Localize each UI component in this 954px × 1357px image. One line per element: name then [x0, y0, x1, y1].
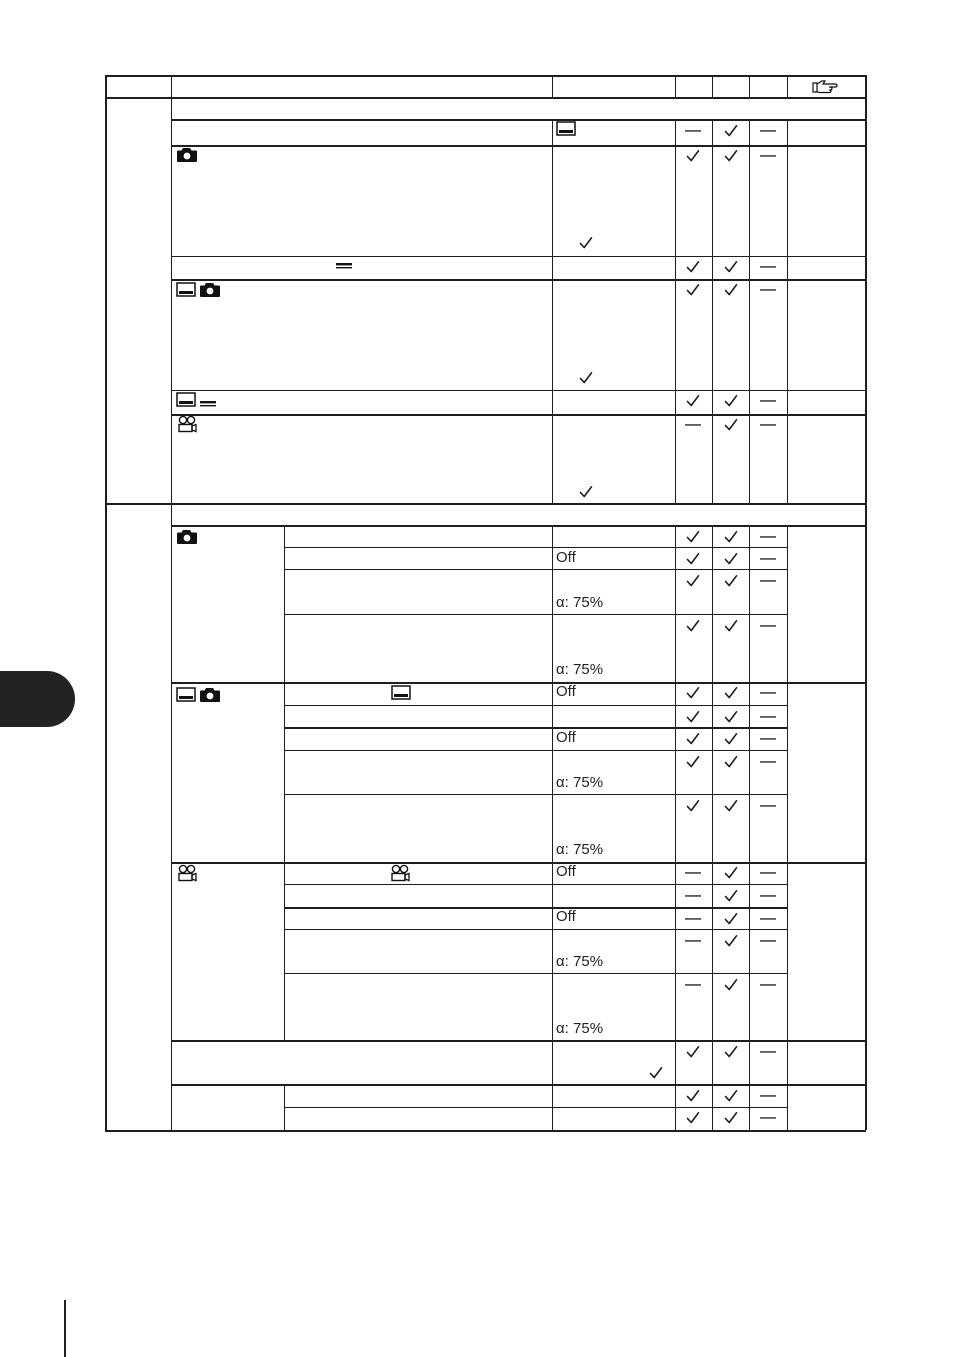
checkmark-icon — [684, 799, 702, 813]
em-dash-icon — [759, 934, 777, 948]
table-rule — [171, 503, 172, 1130]
table-rule — [105, 97, 865, 99]
em-dash-icon — [759, 1089, 777, 1103]
table-rule — [284, 1107, 787, 1108]
table-rule — [105, 75, 107, 1130]
checkmark-icon — [684, 283, 702, 297]
em-dash-icon — [684, 978, 702, 992]
checkmark-icon — [722, 1111, 740, 1125]
table-rule — [171, 862, 865, 864]
em-dash-icon — [759, 283, 777, 297]
table-rule — [171, 1040, 865, 1042]
em-dash-icon — [684, 912, 702, 926]
em-dash-icon — [759, 1045, 777, 1059]
evf-icon — [199, 395, 217, 413]
table-rule — [171, 119, 865, 121]
table-rule — [284, 973, 787, 974]
table-rule — [712, 75, 713, 97]
checkmark-icon — [722, 866, 740, 880]
table-rule — [787, 75, 788, 97]
checkmark-icon — [684, 394, 702, 408]
table-rule — [105, 503, 865, 505]
default-value-alpha: α: 75% — [556, 774, 604, 791]
movie-icon — [176, 415, 198, 438]
default-value-off: Off — [556, 683, 576, 700]
checkmark-icon — [577, 236, 595, 250]
default-value-alpha: α: 75% — [556, 661, 604, 678]
checkmark-icon — [722, 686, 740, 700]
checkmark-icon — [684, 710, 702, 724]
camera-icon — [176, 529, 198, 550]
checkmark-icon — [684, 530, 702, 544]
checkmark-icon — [722, 283, 740, 297]
em-dash-icon — [759, 912, 777, 926]
table-rule — [105, 75, 866, 77]
checkmark-icon — [722, 418, 740, 432]
em-dash-icon — [759, 418, 777, 432]
table-rule — [171, 145, 865, 147]
table-rule — [284, 884, 787, 885]
checkmark-icon — [684, 1045, 702, 1059]
table-rule — [284, 727, 787, 729]
table-rule — [171, 97, 172, 503]
monitor-icon — [176, 282, 196, 302]
table-rule — [787, 119, 788, 503]
default-value-alpha: α: 75% — [556, 841, 604, 858]
table-rule — [284, 750, 787, 751]
checkmark-icon — [684, 619, 702, 633]
table-rule — [552, 119, 553, 503]
em-dash-icon — [684, 889, 702, 903]
checkmark-icon — [577, 485, 595, 499]
em-dash-icon — [759, 710, 777, 724]
em-dash-icon — [759, 124, 777, 138]
evf-icon — [335, 257, 353, 275]
table-rule — [749, 75, 750, 97]
table-rule — [171, 682, 865, 684]
default-value-alpha: α: 75% — [556, 594, 604, 611]
table-rule — [171, 525, 865, 527]
table-rule — [171, 390, 865, 391]
table-rule — [171, 75, 172, 97]
table-rule — [284, 794, 787, 795]
default-value-alpha: α: 75% — [556, 953, 604, 970]
em-dash-icon — [759, 260, 777, 274]
table-rule — [284, 705, 787, 706]
table-rule — [865, 75, 867, 1130]
em-dash-icon — [759, 574, 777, 588]
checkmark-icon — [722, 574, 740, 588]
table-rule — [712, 119, 713, 503]
movie-icon — [389, 864, 411, 887]
table-rule — [284, 547, 787, 548]
em-dash-icon — [759, 619, 777, 633]
table-rule — [171, 256, 865, 257]
em-dash-icon — [759, 149, 777, 163]
checkmark-icon — [722, 552, 740, 566]
checkmark-icon — [684, 732, 702, 746]
checkmark-icon — [722, 912, 740, 926]
default-value-off: Off — [556, 549, 576, 566]
checkmark-icon — [647, 1066, 665, 1080]
em-dash-icon — [759, 394, 777, 408]
em-dash-icon — [684, 124, 702, 138]
em-dash-icon — [759, 686, 777, 700]
em-dash-icon — [759, 552, 777, 566]
checkmark-icon — [722, 149, 740, 163]
checkmark-icon — [722, 755, 740, 769]
checkmark-icon — [684, 1111, 702, 1125]
em-dash-icon — [759, 1111, 777, 1125]
checkmark-icon — [684, 260, 702, 274]
em-dash-icon — [759, 889, 777, 903]
checkmark-icon — [684, 552, 702, 566]
pointing-hand-icon — [811, 79, 839, 100]
checkmark-icon — [722, 1045, 740, 1059]
chapter-tab — [0, 671, 75, 727]
em-dash-icon — [684, 418, 702, 432]
table-rule — [171, 1084, 865, 1086]
em-dash-icon — [759, 530, 777, 544]
em-dash-icon — [759, 732, 777, 746]
em-dash-icon — [684, 934, 702, 948]
em-dash-icon — [759, 978, 777, 992]
default-value-off: Off — [556, 863, 576, 880]
table-rule — [749, 119, 750, 503]
table-rule — [171, 279, 865, 281]
checkmark-icon — [722, 934, 740, 948]
default-value-off: Off — [556, 729, 576, 746]
checkmark-icon — [722, 799, 740, 813]
monitor-icon — [391, 685, 411, 705]
em-dash-icon — [684, 866, 702, 880]
checkmark-icon — [722, 530, 740, 544]
table-rule — [284, 525, 285, 1040]
table-rule — [284, 614, 787, 615]
checkmark-icon — [722, 978, 740, 992]
table-rule — [171, 414, 865, 416]
checkmark-icon — [722, 889, 740, 903]
checkmark-icon — [722, 260, 740, 274]
default-value-alpha: α: 75% — [556, 1020, 604, 1037]
camera-icon — [199, 687, 221, 708]
checkmark-icon — [684, 686, 702, 700]
checkmark-icon — [684, 755, 702, 769]
checkmark-icon — [722, 619, 740, 633]
monitor-icon — [176, 687, 196, 707]
camera-icon — [176, 147, 198, 168]
em-dash-icon — [759, 755, 777, 769]
monitor-icon — [556, 121, 576, 141]
table-rule — [284, 929, 787, 930]
checkmark-icon — [684, 574, 702, 588]
table-rule — [675, 119, 676, 503]
checkmark-icon — [684, 1089, 702, 1103]
checkmark-icon — [577, 371, 595, 385]
em-dash-icon — [759, 799, 777, 813]
checkmark-icon — [722, 732, 740, 746]
checkmark-icon — [722, 124, 740, 138]
em-dash-icon — [759, 866, 777, 880]
page-margin-rule — [64, 1300, 66, 1357]
checkmark-icon — [722, 710, 740, 724]
checkmark-icon — [722, 1089, 740, 1103]
table-rule — [552, 75, 553, 97]
table-rule — [105, 1130, 866, 1132]
checkmark-icon — [722, 394, 740, 408]
table-rule — [675, 75, 676, 97]
camera-icon — [199, 282, 221, 303]
table-rule — [284, 569, 787, 570]
movie-icon — [176, 864, 198, 887]
monitor-icon — [176, 392, 196, 412]
default-value-off: Off — [556, 908, 576, 925]
checkmark-icon — [684, 149, 702, 163]
table-rule — [284, 907, 787, 909]
